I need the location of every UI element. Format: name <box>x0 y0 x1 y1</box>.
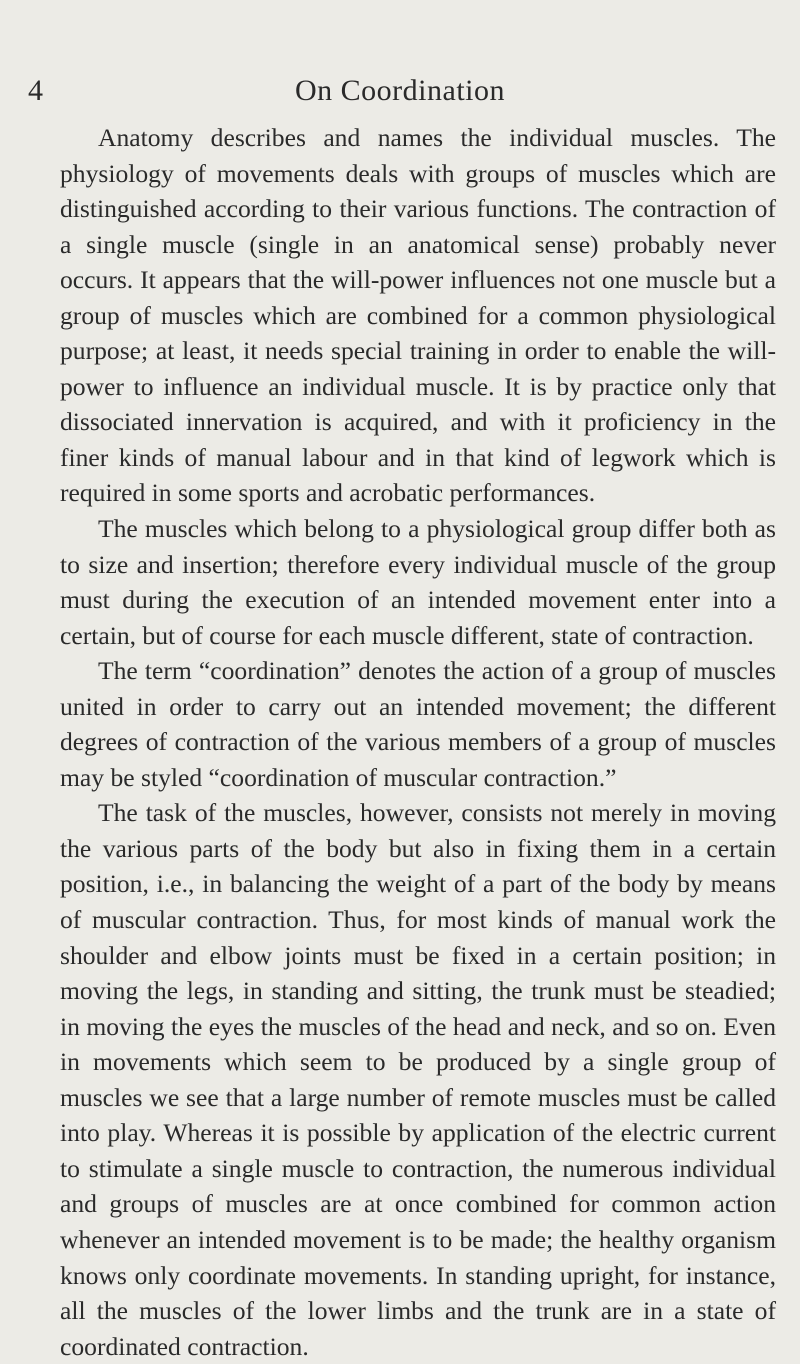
paragraph-anatomy: Anatomy describes and names the individual muscles. The physiology of movements deals with groups of muscles which are distinguished according to their various functions. The contraction of a single muscle (single in an anatomical sense) probably never occurs. It appears that the will-power influences not one muscle but a group of muscles which are combined for a common physiological purpose; at least, it needs special training in order to enable the will-power to influence an individual muscle. It is by practice only that dissociated innervation is acquired, and with it proficiency in the finer kinds of manual labour and in that kind of legwork which is required in some sports and acrobatic performances. <box>60 123 776 508</box>
running-head <box>28 74 772 114</box>
body-text <box>60 120 776 1364</box>
page-number: 4 <box>28 74 44 107</box>
paragraph-fixing-muscles: The task of the muscles, however, consists not merely in moving the various parts of the body but also in fixing them in a certain position, i.e., in balancing the weight of a part of the body by means of muscular contraction. Thus, for most kinds of manual work the shoulder and elbow joints must be fixed in a certain position; in moving the legs, in standing and sitting, the trunk must be steadied; in moving the eyes the muscles of the head and neck, and so on. Even in movements which seem to be produced by a single group of muscles we see that a large number of remote muscles must be called into play. Whereas it is possible by application of the electric current to stimulate a single muscle to contraction, the numerous individual and groups of muscles are at once combined for common action whenever an intended movement is to be made; the healthy organism knows only coordinate movements. In standing upright, for instance, all the muscles of the lower limbs and the trunk are in a state of coordinated contraction. <box>60 798 776 1361</box>
running-title: On Coordination <box>295 74 505 107</box>
paragraph-coordination-term: The term “coordination” denotes the action of a group of muscles united in order to carry out an intended movement; the different degrees of contraction of the various members of a group of muscles may be styled “coordination of muscular contraction.” <box>60 656 776 792</box>
paragraph-physiological-group: The muscles which belong to a physiological group differ both as to size and insertion; therefore every individual muscle of the group must during the execution of an intended movement enter into a certain, but of course for each muscle different, state of contraction. <box>60 514 776 650</box>
